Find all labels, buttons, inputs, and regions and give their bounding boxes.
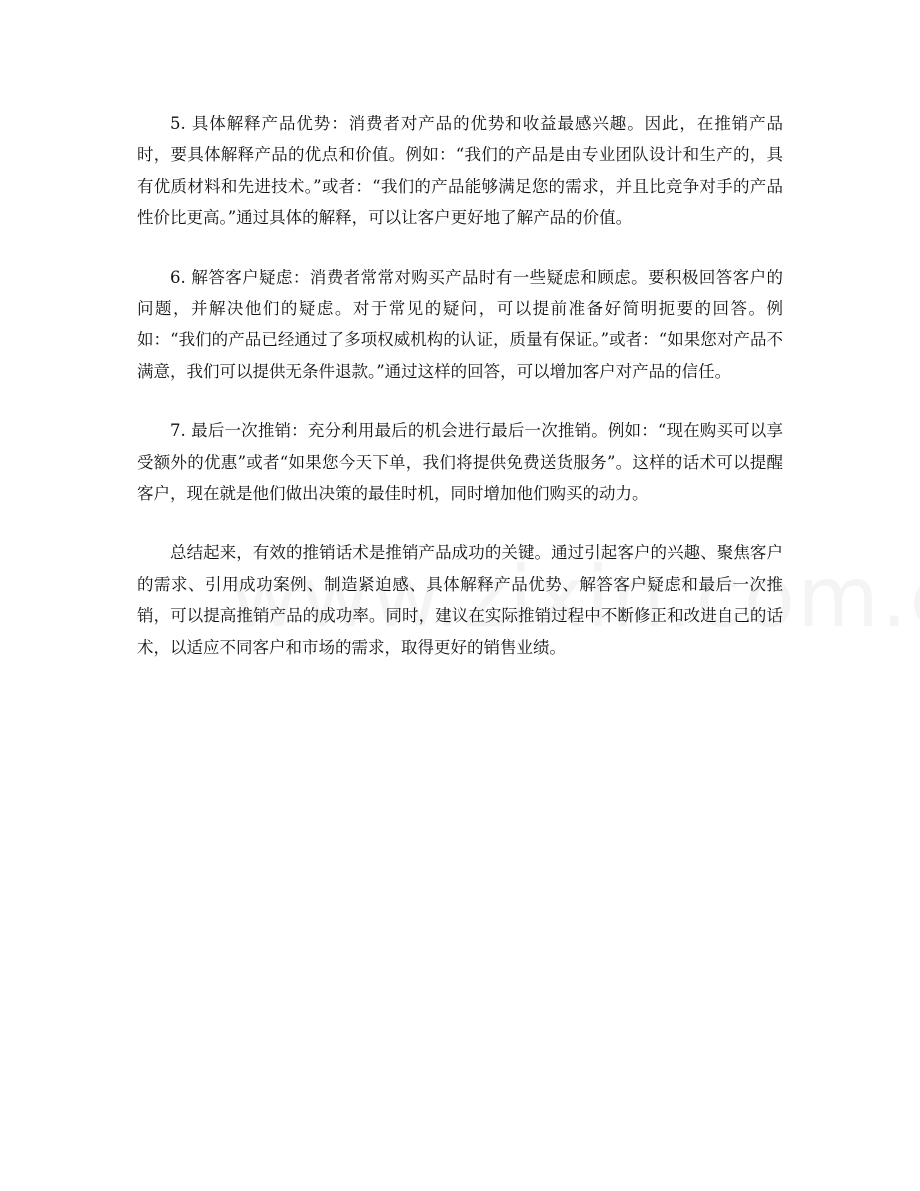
paragraph-advantages: 5. 具体解释产品优势：消费者对产品的优势和收益最感兴趣。因此，在推销产品时，要具体解释产品的优点和价值。例如：“我们的产品是由专业团队设计和生产的，具有优质材料和先进技术。”或者：“我们的产品能够满足您的需求，并且比竞争对手的产品性价比更高。”通过具体的解释，可以让客户更好地了解产品的价值。: [137, 114, 783, 228]
document-body: [137, 108, 783, 691]
paragraph-doubts: 6. 解答客户疑虑：消费者常常对购买产品时有一些疑虑和顾虑。要积极回答客户的问题，并解决他们的疑虑。对于常见的疑问，可以提前准备好简明扼要的回答。例如：“我们的产品已经通过了多项权威机构的认证，质量有保证。”或者：“如果您对产品不满意，我们可以提供无条件退款。”通过这样的回答，可以增加客户对产品的信任。: [137, 267, 783, 381]
paragraph-summary: 总结起来，有效的推销话术是推销产品成功的关键。通过引起客户的兴趣、聚焦客户的需求、引用成功案例、制造紧迫感、具体解释产品优势、解答客户疑虑和最后一次推销，可以提高推销产品的成功率。同时，建议在实际推销过程中不断修正和改进自己的话术，以适应不同客户和市场的需求，取得更好的销售业绩。: [137, 543, 783, 657]
paragraph-last-pitch: 7. 最后一次推销：充分利用最后的机会进行最后一次推销。例如：“现在购买可以享受额外的优惠”或者“如果您今天下单，我们将提供免费送货服务”。这样的话术可以提醒客户，现在就是他们做出决策的最佳时机，同时增加他们购买的动力。: [137, 421, 783, 504]
